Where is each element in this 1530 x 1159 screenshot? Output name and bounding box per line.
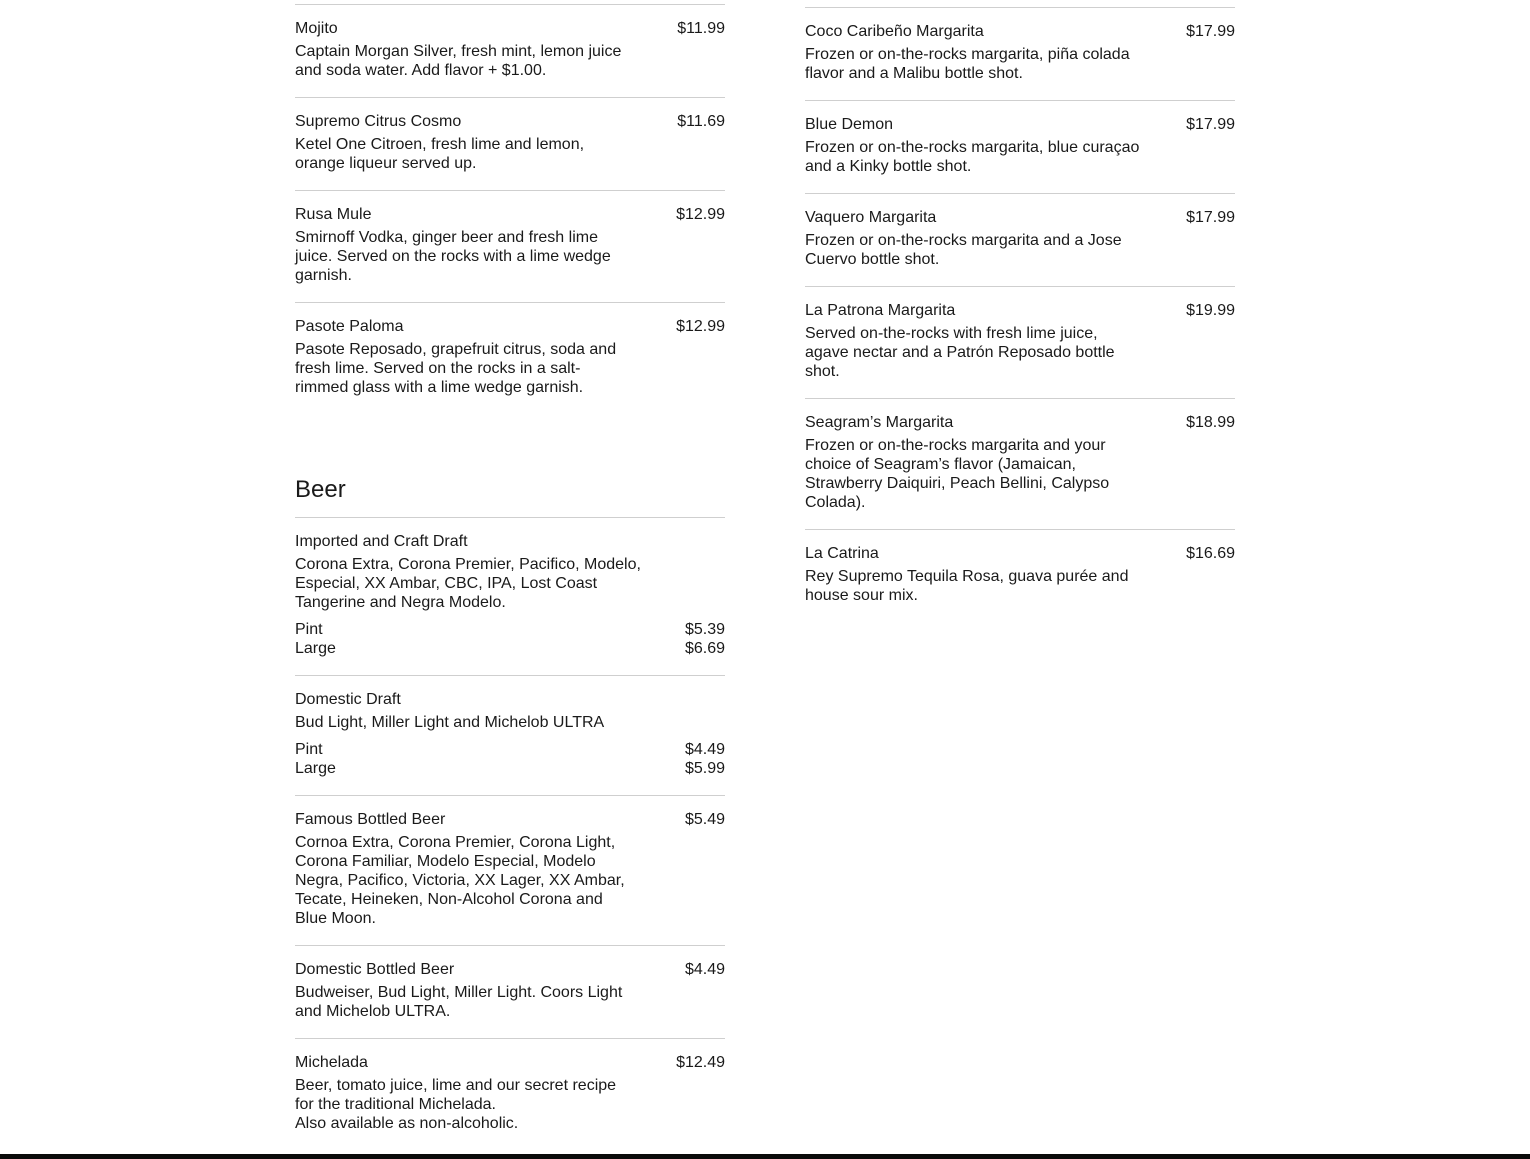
size-price: $4.49	[684, 741, 725, 758]
size-label: Pint	[295, 741, 323, 758]
section-title-beer: Beer	[295, 476, 346, 503]
item-description: Bud Light, Miller Light and Michelob ULTRA	[295, 714, 605, 731]
item-price: $5.49	[684, 811, 725, 828]
menu-item-la-patrona-margarita	[805, 286, 1235, 398]
menu-item-rusa-mule	[295, 190, 725, 302]
size-price: $6.69	[684, 640, 725, 657]
item-description: Ketel One Citroen, fresh lime and lemon, orange liqueur served up.	[295, 136, 585, 172]
item-description: Cornoa Extra, Corona Premier, Corona Light, Corona Familiar, Modelo Especial, Modelo Negra, Pacifico, Victoria, XX Lager, XX Ambar, Tecate, Heineken, Non-Alcohol Corona and Blue Moon.	[295, 834, 625, 927]
menu-item-seagrams-margarita	[805, 398, 1235, 529]
item-name: Supremo Citrus Cosmo	[295, 113, 462, 130]
menu-item-famous-bottled-beer	[295, 795, 725, 945]
item-description: Frozen or on-the-rocks margarita and a Jose Cuervo bottle shot.	[805, 232, 1122, 268]
item-description: Rey Supremo Tequila Rosa, guava purée and house sour mix.	[805, 568, 1129, 604]
menu-item-mojito	[295, 4, 725, 97]
menu-item-michelada	[295, 1038, 725, 1150]
item-price: $17.99	[1186, 116, 1235, 133]
item-name: Domestic Draft	[295, 691, 401, 708]
item-description: Frozen or on-the-rocks margarita, piña colada flavor and a Malibu bottle shot.	[805, 46, 1130, 82]
bottom-border-bar	[0, 1154, 1530, 1159]
item-name: Rusa Mule	[295, 206, 372, 223]
size-price-list	[295, 620, 725, 658]
size-label: Pint	[295, 621, 323, 638]
size-price-list	[295, 740, 725, 778]
item-description: Smirnoff Vodka, ginger beer and fresh lime juice. Served on the rocks with a lime wedge garnish.	[295, 229, 611, 284]
menu-item-vaquero-margarita	[805, 193, 1235, 286]
item-price: $18.99	[1186, 414, 1235, 431]
item-name: La Catrina	[805, 545, 879, 562]
item-name: Michelada	[295, 1054, 368, 1071]
item-name: Imported and Craft Draft	[295, 533, 468, 550]
size-row	[295, 639, 725, 658]
menu-item-pasote-paloma	[295, 302, 725, 414]
item-name: Blue Demon	[805, 116, 894, 133]
menu-item-supremo-citrus-cosmo	[295, 97, 725, 190]
item-price: $19.99	[1186, 302, 1235, 319]
item-name: Famous Bottled Beer	[295, 811, 446, 828]
size-price: $5.39	[684, 621, 725, 638]
item-price: $16.69	[1186, 545, 1235, 562]
item-price: $12.99	[676, 206, 725, 223]
item-description: Frozen or on-the-rocks margarita, blue curaçao and a Kinky bottle shot.	[805, 139, 1140, 175]
left-menu-column	[295, 4, 725, 1150]
item-name: Vaquero Margarita	[805, 209, 937, 226]
item-name: Coco Caribeño Margarita	[805, 23, 984, 40]
item-description: Served on-the-rocks with fresh lime juice, agave nectar and a Patrón Reposado bottle shot.	[805, 325, 1115, 380]
item-price: $4.49	[684, 961, 725, 978]
item-description: Budweiser, Bud Light, Miller Light. Coors Light and Michelob ULTRA.	[295, 984, 623, 1020]
section-spacer	[295, 414, 725, 475]
item-name: Pasote Paloma	[295, 318, 404, 335]
size-label: Large	[295, 760, 336, 777]
menu-item-blue-demon	[805, 100, 1235, 193]
item-description: Beer, tomato juice, lime and our secret recipe for the traditional Michelada.	[295, 1077, 617, 1113]
menu-item-domestic-bottled-beer	[295, 945, 725, 1038]
item-price: $17.99	[1186, 23, 1235, 40]
menu-item-coco-caribeno-margarita	[805, 7, 1235, 100]
size-label: Large	[295, 640, 336, 657]
item-name: Domestic Bottled Beer	[295, 961, 455, 978]
menu-item-imported-craft-draft	[295, 517, 725, 675]
item-description: Pasote Reposado, grapefruit citrus, soda and fresh lime. Served on the rocks in a salt-rimmed glass with a lime wedge garnish.	[295, 341, 617, 396]
right-menu-column	[805, 7, 1235, 622]
item-price: $17.99	[1186, 209, 1235, 226]
item-price: $12.49	[676, 1054, 725, 1071]
item-description-note: Also available as non-alcoholic.	[295, 1115, 519, 1132]
item-name: Seagram’s Margarita	[805, 414, 954, 431]
item-description: Corona Extra, Corona Premier, Pacifico, Modelo, Especial, XX Ambar, CBC, IPA, Lost Coast Tangerine and Negra Modelo.	[295, 556, 641, 611]
menu-item-domestic-draft	[295, 675, 725, 795]
size-price: $5.99	[684, 760, 725, 777]
item-price: $11.99	[677, 20, 725, 37]
item-price: $11.69	[677, 113, 725, 130]
size-row	[295, 740, 725, 759]
item-name: La Patrona Margarita	[805, 302, 956, 319]
item-name: Mojito	[295, 20, 338, 37]
size-row	[295, 759, 725, 778]
item-description: Frozen or on-the-rocks margarita and your choice of Seagram’s flavor (Jamaican, Strawberry Daiquiri, Peach Bellini, Calypso Colada).	[805, 437, 1110, 511]
menu-item-la-catrina	[805, 529, 1235, 622]
item-description: Captain Morgan Silver, fresh mint, lemon juice and soda water. Add flavor + $1.00.	[295, 43, 622, 79]
size-row	[295, 620, 725, 639]
item-price: $12.99	[676, 318, 725, 335]
